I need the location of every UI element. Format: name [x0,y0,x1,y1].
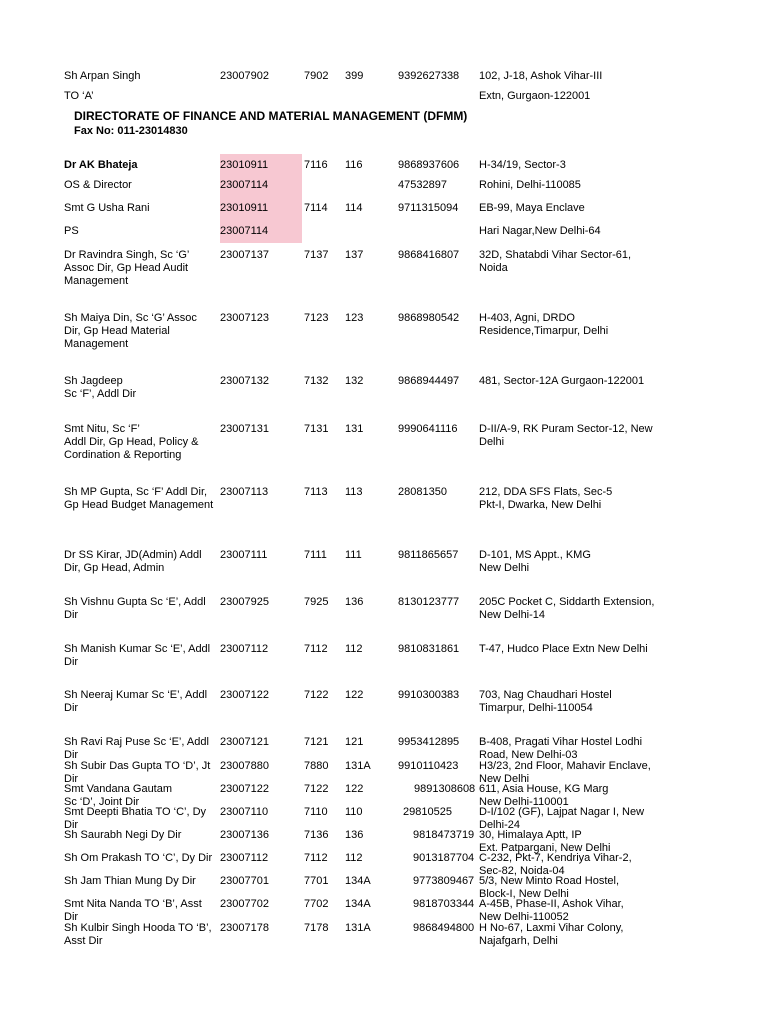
staff-row-7-office-phone: 23007112 [220,643,269,655]
staff-row-6-mobile: 8130123777 [398,596,460,608]
staff-dense-row-0-mobile: 9953412895 [398,736,460,748]
staff-row-7-address: T-47, Hudco Place Extn New Delhi [479,643,648,655]
staff-dense-row-4-room: 136 [345,829,364,841]
staff-dense-row-5-office-phone: 23007112 [220,852,269,864]
director-row-0-name: Dr AK Bhateja [64,159,138,171]
staff-row-2-extension: 7132 [304,375,329,387]
staff-dense-row-0-room: 121 [345,736,364,748]
staff-row-7-room: 112 [345,643,363,655]
top-row-mobile: 9392627338 [398,70,460,82]
staff-row-5-mobile: 9811865657 [398,549,459,561]
staff-dense-row-6-mobile: 9773809467 [413,875,475,887]
director-row-2-office-phone: 23010911 [220,197,302,220]
director-row-1-office-phone: 23007114 [220,174,302,197]
director-row-2-mobile: 9711315094 [398,202,459,214]
staff-dense-row-2-address: 611, Asia House, KG Marg New Delhi-110001 [479,783,609,808]
staff-row-3-extension: 7131 [304,423,329,435]
staff-row-4-name: Sh MP Gupta, Sc ‘F’ Addl Dir, Gp Head Budget Management [64,486,214,511]
staff-dense-row-1-address: H3/23, 2nd Floor, Mahavir Enclave, New Delhi [479,760,651,785]
staff-row-4-extension: 7113 [304,486,328,498]
staff-row-0-name: Dr Ravindra Singh, Sc ‘G’ Assoc Dir, Gp Head Audit Management [64,249,189,287]
staff-dense-row-8-address: H No-67, Laxmi Vihar Colony, Najafgarh, Delhi [479,922,624,947]
staff-row-3-name: Smt Nitu, Sc ‘F’ Addl Dir, Gp Head, Policy & Cordination & Reporting [64,423,199,461]
staff-dense-row-7-office-phone: 23007702 [220,898,269,910]
staff-dense-row-5-extension: 7112 [304,852,328,864]
staff-row-7-extension: 7112 [304,643,328,655]
top-row-extension: 7902 [304,70,329,82]
director-row-1-name: OS & Director [64,179,132,191]
staff-dense-row-7-mobile: 9818703344 [413,898,475,910]
directorate-title: DIRECTORATE OF FINANCE AND MATERIAL MANAGEMENT (DFMM) [74,109,468,123]
staff-dense-row-4-extension: 7136 [304,829,329,841]
staff-dense-row-2-room: 122 [345,783,364,795]
staff-row-7-name: Sh Manish Kumar Sc ‘E’, Addl Dir [64,643,211,668]
staff-row-5-office-phone: 23007111 [220,549,268,561]
staff-row-2-name: Sh Jagdeep Sc ‘F’, Addl Dir [64,375,137,400]
staff-row-4-office-phone: 23007113 [220,486,269,498]
staff-dense-row-4-mobile: 9818473719 [413,829,475,841]
director-row-0-mobile: 9868937606 [398,159,460,171]
staff-dense-row-1-mobile: 9910110423 [398,760,459,772]
staff-row-6-room: 136 [345,596,364,608]
staff-row-3-office-phone: 23007131 [220,423,269,435]
staff-row-4-address: 212, DDA SFS Flats, Sec-5 Pkt-I, Dwarka, New Delhi [479,486,613,511]
staff-row-0-office-phone: 23007137 [220,249,269,261]
staff-dense-row-7-room: 134A [345,898,371,910]
staff-row-1-room: 123 [345,312,364,324]
director-row-3-name: PS [64,225,79,237]
staff-dense-row-3-extension: 7110 [304,806,328,818]
staff-dense-row-3-office-phone: 23007110 [220,806,269,818]
staff-dense-row-8-extension: 7178 [304,922,329,934]
staff-row-8-address: 703, Nag Chaudhari Hostel Timarpur, Delhi-110054 [479,689,612,714]
staff-row-8-mobile: 9910300383 [398,689,460,701]
staff-dense-row-8-room: 131A [345,922,371,934]
director-row-2-extension: 7114 [304,202,328,214]
staff-dense-row-4-address: 30, Himalaya Aptt, IP Ext. Patpargani, New Delhi [479,829,611,854]
staff-dense-row-4-name: Sh Saurabh Negi Dy Dir [64,829,182,841]
staff-row-2-mobile: 9868944497 [398,375,460,387]
staff-row-8-name: Sh Neeraj Kumar Sc ‘E’, Addl Dir [64,689,208,714]
top-row-office-phone: 23007902 [220,70,269,82]
staff-dense-row-2-mobile: 9891308608 [414,783,476,795]
staff-dense-row-8-mobile: 9868494800 [413,922,475,934]
staff-dense-row-1-room: 131A [345,760,371,772]
staff-dense-row-6-room: 134A [345,875,371,887]
top-row-address: 102, J-18, Ashok Vihar-III [479,70,603,82]
staff-dense-row-6-name: Sh Jam Thian Mung Dy Dir [64,875,196,887]
staff-row-3-address: D-II/A-9, RK Puram Sector-12, New Delhi [479,423,653,448]
staff-row-4-room: 113 [345,486,363,498]
staff-row-0-extension: 7137 [304,249,329,261]
staff-dense-row-0-address: B-408, Pragati Vihar Hostel Lodhi Road, New Delhi-03 [479,736,643,761]
staff-dense-row-7-address: A-45B, Phase-II, Ashok Vihar, New Delhi-110052 [479,898,624,923]
staff-row-5-extension: 7111 [304,549,327,561]
staff-row-5-name: Dr SS Kirar, JD(Admin) Addl Dir, Gp Head, Admin [64,549,202,574]
staff-dense-row-5-room: 112 [345,852,363,864]
staff-row-8-office-phone: 23007122 [220,689,269,701]
director-row-0-address: H-34/19, Sector-3 [479,159,566,171]
staff-row-4-mobile: 28081350 [398,486,447,498]
director-row-2-name: Smt G Usha Rani [64,202,150,214]
staff-row-0-room: 137 [345,249,364,261]
staff-row-1-mobile: 9868980542 [398,312,460,324]
director-row-2-room: 114 [345,202,363,214]
staff-dense-row-0-extension: 7121 [304,736,329,748]
staff-dense-row-1-extension: 7880 [304,760,329,772]
staff-row-6-office-phone: 23007925 [220,596,269,608]
staff-dense-row-2-office-phone: 23007122 [220,783,269,795]
staff-dense-row-6-address: 5/3, New Minto Road Hostel, Block-I, New Delhi [479,875,620,900]
director-row-0-room: 116 [345,159,363,171]
director-row-0-extension: 7116 [304,159,328,171]
staff-row-6-extension: 7925 [304,596,329,608]
staff-row-0-mobile: 9868416807 [398,249,460,261]
staff-dense-row-8-office-phone: 23007178 [220,922,269,934]
staff-row-1-name: Sh Maiya Din, Sc ‘G’ Assoc Dir, Gp Head Material Management [64,312,197,350]
director-row-2-address: EB-99, Maya Enclave [479,202,585,214]
staff-dense-row-1-office-phone: 23007880 [220,760,269,772]
staff-row-5-room: 111 [345,549,362,561]
staff-dense-row-3-mobile: 29810525 [403,806,452,818]
director-row-1-mobile: 47532897 [398,179,447,191]
staff-dense-row-3-room: 110 [345,806,363,818]
staff-row-3-mobile: 9990641116 [398,423,458,435]
staff-row-2-office-phone: 23007132 [220,375,269,387]
fax-number: Fax No: 011-23014830 [74,125,188,137]
staff-dense-row-2-name: Smt Vandana Gautam Sc ‘D’, Joint Dir [64,783,173,808]
staff-row-2-room: 132 [345,375,364,387]
staff-dense-row-3-address: D-I/102 (GF), Lajpat Nagar I, New Delhi-24 [479,806,645,831]
staff-dense-row-8-name: Sh Kulbir Singh Hooda TO ‘B’, Asst Dir [64,922,212,947]
staff-dense-row-0-office-phone: 23007121 [220,736,269,748]
staff-dense-row-1-name: Sh Subir Das Gupta TO ‘D’, Jt Dir [64,760,211,785]
staff-row-1-address: H-403, Agni, DRDO Residence,Timarpur, Delhi [479,312,609,337]
top-row-2-name: TO ‘A’ [64,90,94,102]
director-row-3-address: Hari Nagar,New Delhi-64 [479,225,601,237]
director-row-1-address: Rohini, Delhi-110085 [479,179,581,191]
staff-dense-row-4-office-phone: 23007136 [220,829,269,841]
staff-row-6-name: Sh Vishnu Gupta Sc ‘E’, Addl Dir [64,596,206,621]
staff-dense-row-2-extension: 7122 [304,783,329,795]
staff-row-3-room: 131 [345,423,364,435]
top-row-2-address: Extn, Gurgaon-122001 [479,90,591,102]
top-row-name: Sh Arpan Singh [64,70,141,82]
staff-dense-row-6-office-phone: 23007701 [220,875,269,887]
staff-dense-row-5-address: C-232, Pkt-7, Kendriya Vihar-2, Sec-82, Noida-04 [479,852,632,877]
staff-dense-row-5-mobile: 9013187704 [413,852,475,864]
staff-dense-row-5-name: Sh Om Prakash TO ‘C’, Dy Dir [64,852,213,864]
staff-row-1-extension: 7123 [304,312,329,324]
staff-dense-row-6-extension: 7701 [304,875,329,887]
staff-dense-row-7-name: Smt Nita Nanda TO ‘B’, Asst Dir [64,898,202,923]
top-row-room: 399 [345,70,364,82]
staff-row-8-extension: 7122 [304,689,329,701]
staff-row-5-address: D-101, MS Appt., KMG New Delhi [479,549,591,574]
staff-row-0-address: 32D, Shatabdi Vihar Sector-61, Noida [479,249,632,274]
staff-row-2-address: 481, Sector-12A Gurgaon-122001 [479,375,645,387]
staff-dense-row-7-extension: 7702 [304,898,329,910]
staff-dense-row-0-name: Sh Ravi Raj Puse Sc ‘E’, Addl Dir [64,736,209,761]
staff-row-6-address: 205C Pocket C, Siddarth Extension, New Delhi-14 [479,596,655,621]
director-row-0-office-phone: 23010911 [220,154,302,174]
staff-dense-row-3-name: Smt Deepti Bhatia TO ‘C’, Dy Dir [64,806,207,831]
staff-row-1-office-phone: 23007123 [220,312,269,324]
director-row-3-office-phone: 23007114 [220,220,302,243]
staff-row-8-room: 122 [345,689,364,701]
staff-row-7-mobile: 9810831861 [398,643,460,655]
